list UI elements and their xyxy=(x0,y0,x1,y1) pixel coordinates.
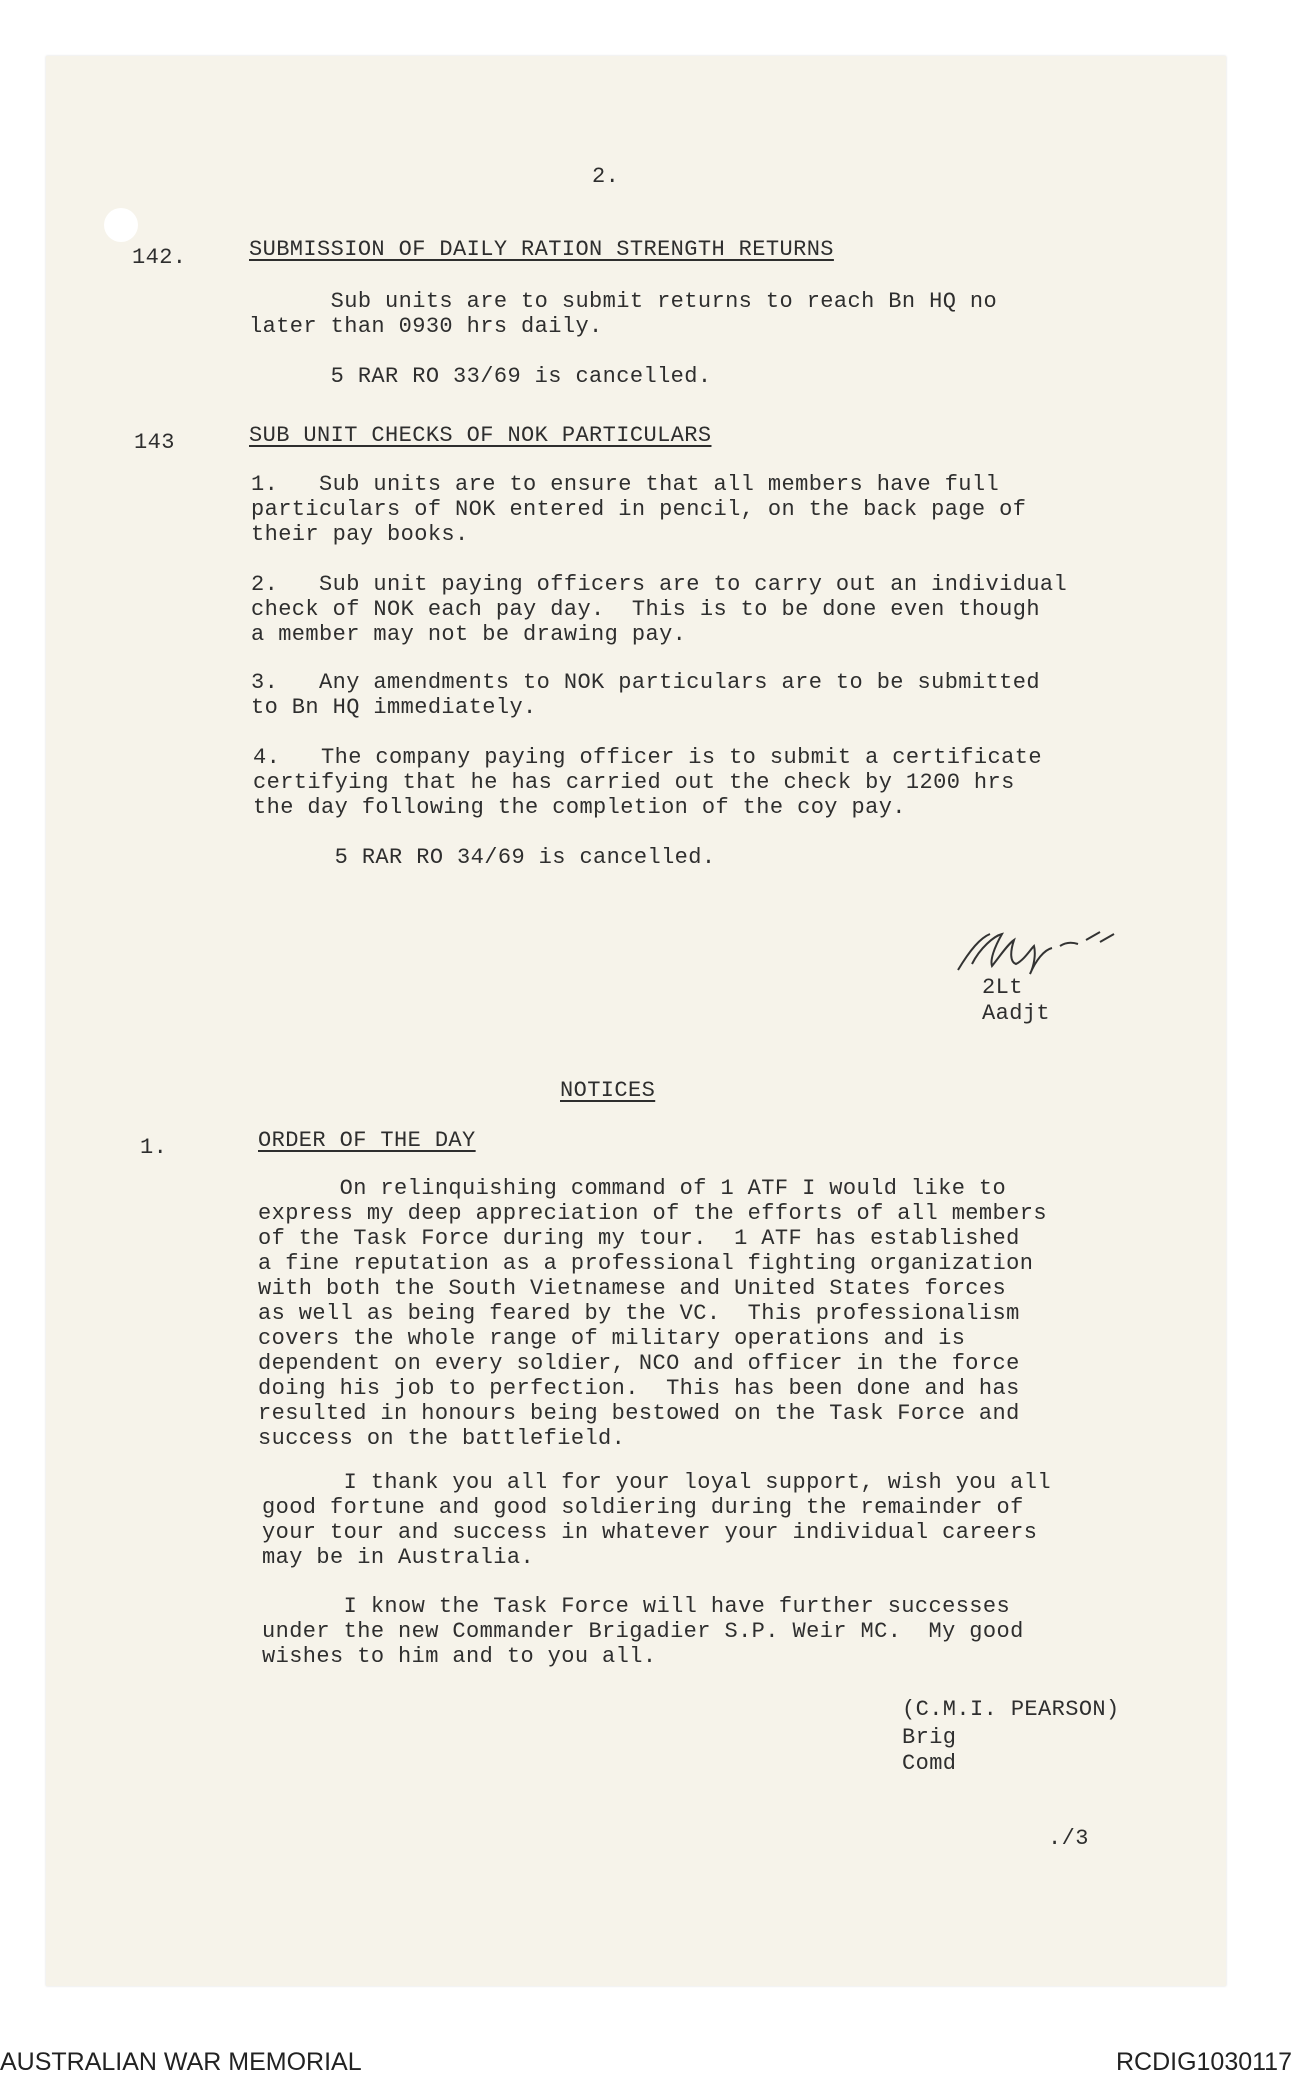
footer-archive-name: AUSTRALIAN WAR MEMORIAL xyxy=(0,2048,362,2076)
punch-hole xyxy=(104,208,138,242)
adjutant-title: Aadjt xyxy=(982,1001,1051,1026)
notice-paragraph-3: I know the Task Force will have further successes under the new Commander Brigadier S.P. Weir MC. My good wishes to him and to you all. xyxy=(262,1594,1024,1669)
footer-record-id: RCDIG1030117 xyxy=(1115,2048,1292,2076)
notice-heading: ORDER OF THE DAY xyxy=(258,1128,476,1153)
section-143-paragraph-4: 4. The company paying officer is to submit a certificate certifying that he has carried out the check by 1200 hrs the day following the completion of the coy pay. xyxy=(253,745,1042,820)
section-143-paragraph-2: 2. Sub unit paying officers are to carry out an individual check of NOK each pay day. This is to be done even though a member may not be drawing pay. xyxy=(251,572,1068,647)
section-143-paragraph-3: 3. Any amendments to NOK particulars are to be submitted to Bn HQ immediately. xyxy=(251,670,1040,720)
section-143-paragraph-1: 1. Sub units are to ensure that all members have full particulars of NOK entered in pencil, on the back page of their pay books. xyxy=(251,472,1027,547)
section-heading-142: SUBMISSION OF DAILY RATION STRENGTH RETURNS xyxy=(249,237,834,262)
commander-rank: Brig xyxy=(902,1725,957,1750)
section-142-paragraph-2: 5 RAR RO 33/69 is cancelled. xyxy=(249,364,712,389)
section-143-paragraph-5: 5 RAR RO 34/69 is cancelled. xyxy=(253,845,716,870)
section-142-paragraph-1: Sub units are to submit returns to reach Bn HQ no later than 0930 hrs daily. xyxy=(249,289,998,339)
notices-title: NOTICES xyxy=(560,1078,656,1103)
commander-name: (C.M.I. PEARSON) xyxy=(902,1697,1120,1722)
page-number: 2. xyxy=(592,164,620,189)
notice-number: 1. xyxy=(140,1135,168,1160)
continuation-marker: ./3 xyxy=(1048,1826,1089,1851)
commander-title: Comd xyxy=(902,1751,957,1776)
section-heading-143: SUB UNIT CHECKS OF NOK PARTICULARS xyxy=(249,423,712,448)
section-number-143: 143 xyxy=(134,430,175,455)
notice-paragraph-2: I thank you all for your loyal support, wish you all good fortune and good soldiering during the remainder of your tour and success in whatever your individual careers may be in Australia. xyxy=(262,1470,1051,1570)
notice-paragraph-1: On relinquishing command of 1 ATF I would like to express my deep appreciation of the efforts of all members of the Task Force during my tour. 1 ATF has established a fine reputation as a professional fighting organization with both the South Vietnamese and United States forces as well as being feared by the VC. This professionalism covers the whole range of military operations and is dependent on every soldier, NCO and officer in the force doing his job to perfection. This has been done and has resulted in honours being bestowed on the Task Force and success on the battlefield. xyxy=(258,1176,1047,1451)
adjutant-signature xyxy=(950,920,1130,980)
section-number-142: 142. xyxy=(132,245,187,270)
adjutant-rank: 2Lt xyxy=(982,975,1023,1000)
